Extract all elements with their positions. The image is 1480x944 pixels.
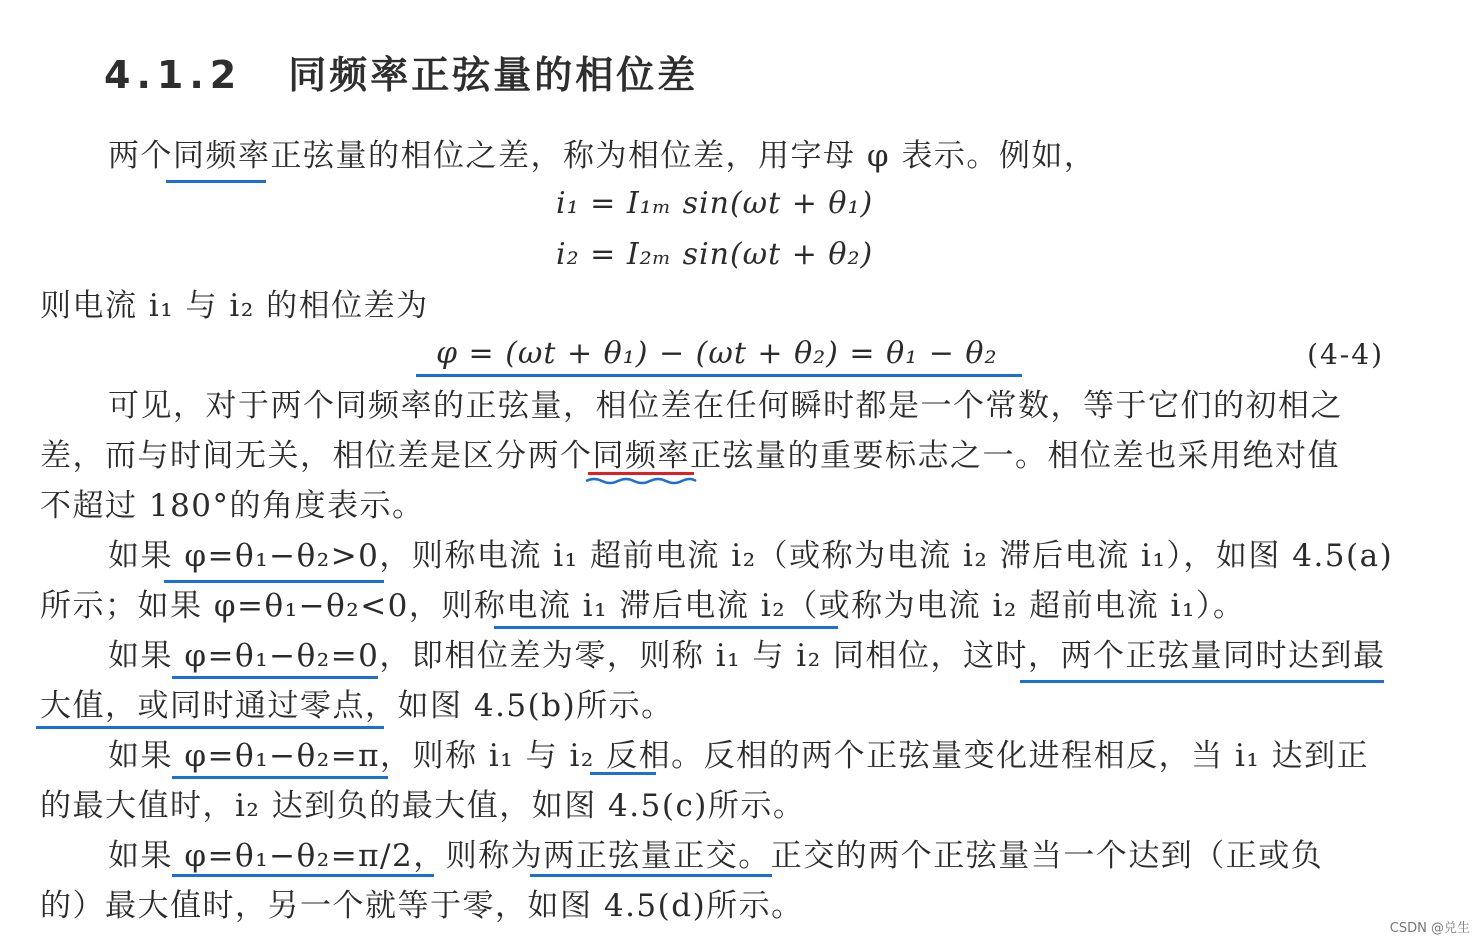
paragraph-line: 如果 φ=θ₁−θ₂=π/2，则称为两正弦量正交。正交的两个正弦量当一个达到（正或负 (108, 838, 1324, 874)
equation-i2: i₂ = I₂ₘ sin(ωt + θ₂) (556, 237, 874, 272)
blue-underline (494, 626, 838, 629)
section-title: 同频率正弦量的相位差 (288, 53, 699, 97)
blue-underline (530, 874, 772, 877)
equation-number: (4-4) (1307, 338, 1384, 371)
blue-underline (166, 180, 266, 183)
blue-underline (172, 874, 434, 877)
blue-wavy-underline (584, 476, 698, 486)
blue-underline (164, 580, 384, 583)
section-number: 4.1.2 (104, 53, 243, 97)
equation-i1: i₁ = I₁ₘ sin(ωt + θ₁) (556, 186, 874, 221)
paragraph-line: 所示；如果 φ=θ₁−θ₂<0，则称电流 i₁ 滞后电流 i₂（或称为电流 i₂ 超前电流 i₁）。 (40, 588, 1246, 624)
paragraph-line: 大值，或同时通过零点，如图 4.5(b)所示。 (40, 688, 674, 724)
paragraph-line: 如果 φ=θ₁−θ₂=0，即相位差为零，则称 i₁ 与 i₂ 同相位，这时，两个正弦量同时达到最 (108, 638, 1386, 674)
paragraph-line: 的）最大值时，另一个就等于零，如图 4.5(d)所示。 (40, 888, 804, 924)
paragraph-line: 差，而与时间无关，相位差是区分两个同频率正弦量的重要标志之一。相位差也采用绝对值 (40, 438, 1340, 474)
paragraph-line: 可见，对于两个同频率的正弦量，相位差在任何瞬时都是一个常数，等于它们的初相之 (108, 388, 1343, 424)
equation-4-4: φ = (ωt + θ₁) − (ωt + θ₂) = θ₁ − θ₂ (436, 336, 998, 371)
section-heading (104, 44, 698, 99)
watermark: CSDN @兑生 (1389, 921, 1470, 936)
blue-underline (1020, 680, 1384, 683)
blue-underline (172, 776, 388, 779)
intro-line: 两个同频率正弦量的相位之差，称为相位差，用字母 φ 表示。例如， (108, 138, 1097, 174)
paragraph-line: 不超过 180°的角度表示。 (40, 488, 425, 524)
blue-underline (172, 676, 378, 679)
phase-difference-lead: 则电流 i₁ 与 i₂ 的相位差为 (40, 288, 429, 324)
paragraph-line: 的最大值时，i₂ 达到负的最大值，如图 4.5(c)所示。 (40, 788, 806, 824)
blue-underline (590, 772, 656, 775)
red-underline (588, 472, 694, 475)
paragraph-line: 如果 φ=θ₁−θ₂=π，则称 i₁ 与 i₂ 反相。反相的两个正弦量变化进程相反，当 i₁ 达到正 (108, 738, 1370, 774)
blue-underline (36, 726, 384, 729)
paragraph-line: 如果 φ=θ₁−θ₂>0，则称电流 i₁ 超前电流 i₂（或称为电流 i₂ 滞后电流 i₁），如图 4.5(a) (108, 538, 1394, 574)
blue-underline (416, 374, 1022, 377)
